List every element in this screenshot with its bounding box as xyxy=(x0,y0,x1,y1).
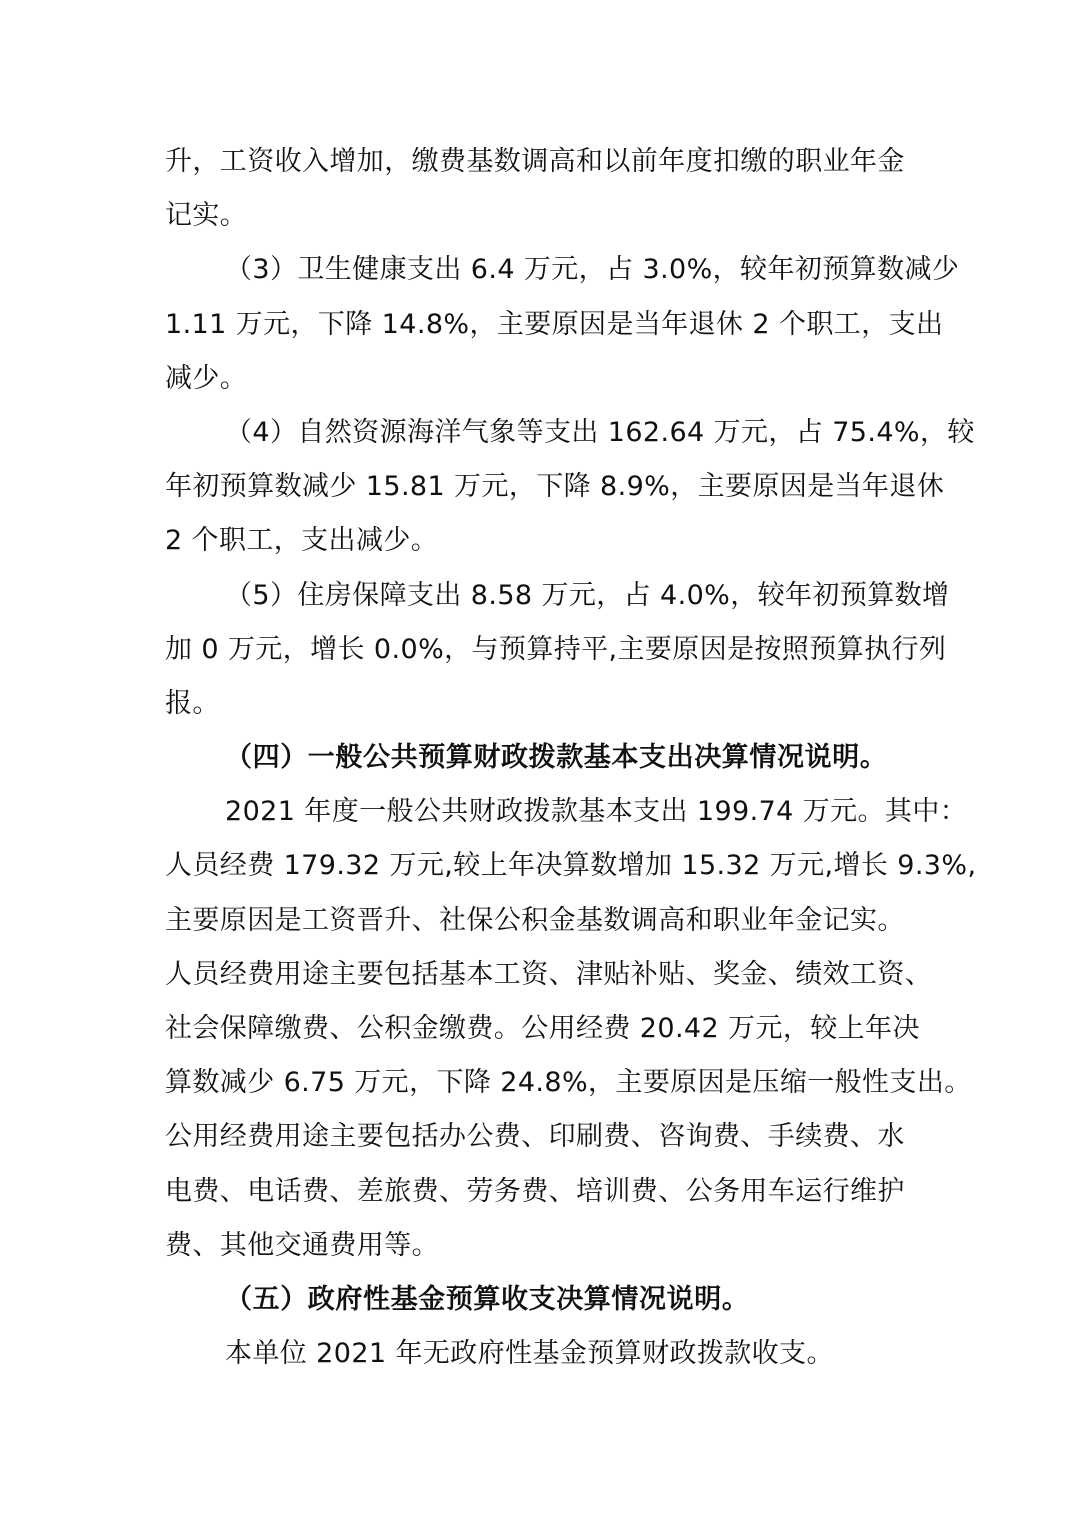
text-line: 年初预算数减少 15.81 万元，下降 8.9%，主要原因是当年退休 xyxy=(165,471,945,503)
text-line: 费、其他交通费用等。 xyxy=(165,1229,439,1261)
paragraph-basic-expense-start: 2021 年度一般公共财政拨款基本支出 199.74 万元。其中： xyxy=(225,796,968,828)
paragraph-5-start: （5）住房保障支出 8.58 万元，占 4.0%，较年初预算数增 xyxy=(225,579,950,611)
document-page xyxy=(165,135,977,1381)
text-line: 公用经费用途主要包括办公费、印刷费、咨询费、手续费、水 xyxy=(165,1121,905,1153)
text-line: 人员经费用途主要包括基本工资、津贴补贴、奖金、绩效工资、 xyxy=(165,958,933,990)
paragraph-3-start: （3）卫生健康支出 6.4 万元，占 3.0%，较年初预算数减少 xyxy=(225,254,960,286)
text-line: 社会保障缴费、公积金缴费。公用经费 20.42 万元，较上年决 xyxy=(165,1013,920,1044)
section-heading-5: （五）政府性基金预算收支决算情况说明。 xyxy=(225,1283,750,1315)
text-line: 报。 xyxy=(165,687,220,719)
text-line: 升，工资收入增加，缴费基数调高和以前年度扣缴的职业年金 xyxy=(165,146,905,177)
text-line: 2 个职工，支出减少。 xyxy=(165,525,439,557)
text-line: 减少。 xyxy=(165,362,248,394)
text-line: 主要原因是工资晋升、社保公积金基数调高和职业年金记实。 xyxy=(165,904,905,936)
text-line: 电费、电话费、差旅费、劳务费、培训费、公务用车运行维护 xyxy=(165,1175,905,1207)
text-line: 算数减少 6.75 万元，下降 24.8%，主要原因是压缩一般性支出。 xyxy=(165,1067,972,1099)
paragraph-fund-budget: 本单位 2021 年无政府性基金预算财政拨款收支。 xyxy=(225,1338,834,1370)
text-line: 1.11 万元，下降 14.8%，主要原因是当年退休 2 个职工，支出 xyxy=(165,308,944,340)
paragraph-4-start: （4）自然资源海洋气象等支出 162.64 万元，占 75.4%，较 xyxy=(225,416,975,448)
section-heading-4: （四）一般公共预算财政拨款基本支出决算情况说明。 xyxy=(225,742,888,774)
text-line: 加 0 万元，增长 0.0%，与预算持平,主要原因是按照预算执行列 xyxy=(165,633,947,665)
text-line: 人员经费 179.32 万元,较上年决算数增加 15.32 万元,增长 9.3%, xyxy=(165,850,977,882)
text-line: 记实。 xyxy=(165,200,248,232)
